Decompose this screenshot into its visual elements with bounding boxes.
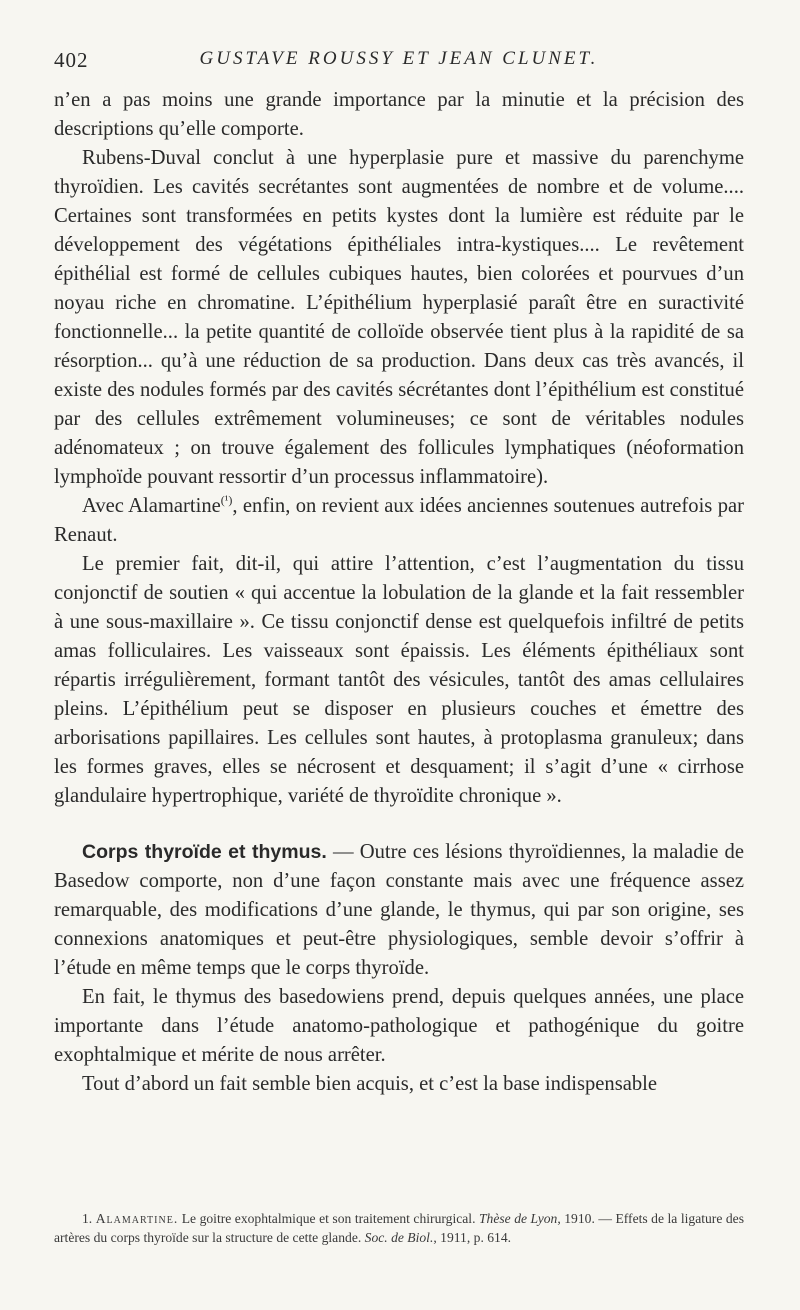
footnote-journal: Soc. de Biol. [364,1229,434,1245]
footnote-number: 1. [82,1211,93,1226]
paragraph-text: , enfin, on revient aux idées anciennes soutenues autrefois par Renaut. [54,495,744,546]
footnote [54,1210,744,1247]
footnote-text: , 1911, p. 614. [433,1229,512,1245]
page-number: 402 [54,48,89,72]
paragraph: n’en a pas moins une grande importance par la minutie et la précision des descriptions qu’elle comporte. [54,89,744,140]
footnote-reference[interactable]: (¹) [220,493,233,508]
footnote-text: , 1910. — Effets de la ligature des artères du corps thyroïde sur la structure de cette glande. [54,1211,744,1245]
running-head [54,48,744,74]
running-title: GUSTAVE ROUSSY ET JEAN CLUNET. [199,48,599,69]
paragraph: Le premier fait, dit-il, qui attire l’attention, c’est l’augmentation du tissu conjonctif de soutien « qui accentue la lobulation de la glande et la fait ressembler à une sous-maxillaire ». Ce tissu conjonctif dense est quelquefois infiltré de petits amas folliculaires. Les vaisseaux sont épaissis. Les éléments épithéliaux sont répartis irrégulièrement, formant tantôt des vésicules, tantôt des amas cellulaires pleins. L’épithélium peut se disposer en plusieurs couches et émettre des arborisations papillaires. Les cellules sont hautes, à protoplasma granuleux; dans les formes graves, elles se nécrosent et desquament; il s’agit d’une « cirrhose glandulaire hypertrophique, variété de thyroïdite chronique ». [54,553,744,807]
paragraph-alamartine [54,492,744,550]
paragraph-text: Avec Alamartine [82,495,221,517]
section-text: — Outre ces lésions thyroïdiennes, la maladie de Basedow comporte, non d’une façon constante mais avec une fréquence assez remarquable, des modifications d’une glande, le thymus, qui par son origine, ses connexions anatomiques et peut-être physiologiques, semble devoir s’offrir à l’étude en même temps que le corps thyroïde. [54,841,744,979]
footnote-author: Alamartine. [95,1211,179,1226]
paragraph: Rubens-Duval conclut à une hyperplasie pure et massive du parenchyme thyroïdien. Les cavités secrétantes sont augmentées de nombre et de volume.... Certaines sont transformées en petits kystes dont la lumière est réduite par le développement des végétations épithéliales intra-kystiques.... Le revêtement épithélial est formé de cellules cubiques hautes, bien colorées et pourvues d’un noyau riche en chromatine. L’épithélium hyperplasié paraît être en suractivité fonctionnelle... la petite quantité de colloïde observée tient plus à la rapidité de sa résorption... qu’à une réduction de sa production. Dans deux cas très avancés, il existe des nodules formés par des cavités sécrétantes dont l’épithélium est constitué par des cellules extrêmement volumineuses; ce sont de véritables nodules adénomateux ; on trouve également des follicules lymphatiques (néoformation lymphoïde pouvant ressortir d’un processus inflammatoire). [54,147,744,488]
section-title: Corps thyroïde et thymus. [82,841,327,863]
footnote-text: Le goitre exophtalmique et son traitement chirurgical. [178,1211,479,1226]
body-text [54,86,744,1099]
footnote-thesis: Thèse de Lyon [478,1211,558,1226]
section-paragraph [54,838,744,983]
footnotes [54,1210,744,1247]
paragraph: Tout d’abord un fait semble bien acquis, et c’est la base indispensable [82,1073,658,1095]
paragraph: En fait, le thymus des basedowiens prend, depuis quelques années, une place importante dans l’étude anatomo-pathologique et pathogénique du goitre exophtalmique et mérite de nous arrêter. [54,986,744,1066]
